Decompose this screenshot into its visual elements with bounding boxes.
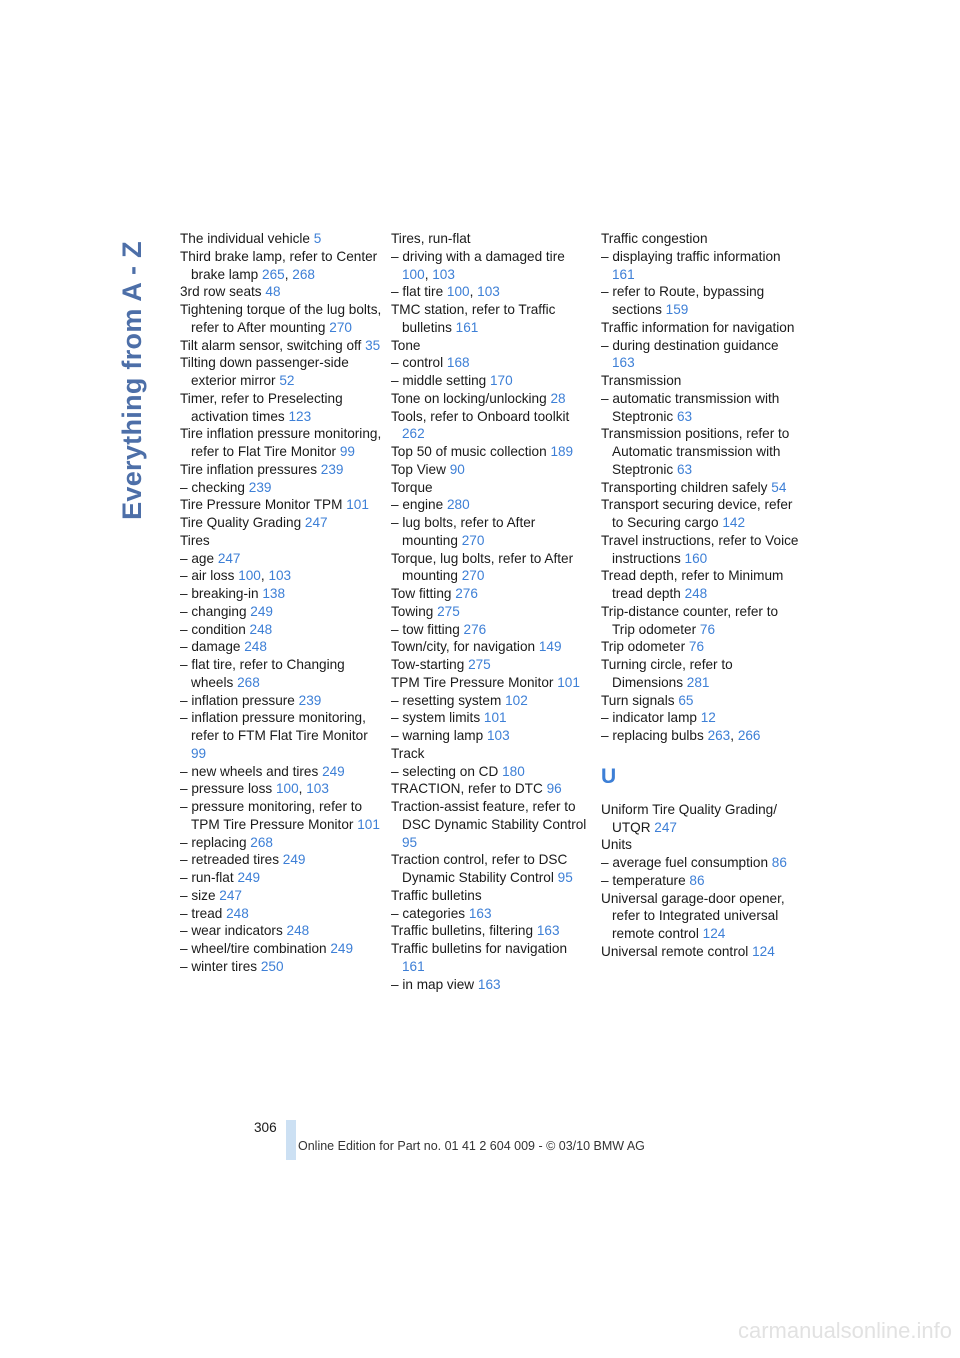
index-entry-term: 3rd row seats	[180, 284, 262, 300]
page-reference-link[interactable]: 249	[330, 941, 354, 956]
page-reference-link[interactable]: 103	[306, 781, 329, 797]
footer-accent-bar	[286, 1120, 296, 1160]
index-entry-term: – new wheels and tires	[180, 763, 319, 779]
page-reference-link[interactable]: 52	[279, 373, 295, 388]
index-entry	[601, 943, 803, 961]
index-letter-heading: U	[601, 764, 617, 788]
index-entry-term: – tow fitting	[391, 621, 460, 637]
index-entry	[391, 638, 593, 656]
index-entry	[180, 656, 382, 692]
index-entry	[601, 319, 803, 337]
index-entry-term: Torque, lug bolts, refer to After mounting	[391, 550, 574, 584]
index-entry-term: – wheel/tire combination	[180, 941, 327, 956]
index-entry-term: – average fuel consumption	[601, 855, 769, 870]
index-entry: – air loss 100, 103	[180, 568, 292, 584]
index-entry-term: – pressure monitoring, refer to TPM Tire Pressure Monitor	[180, 799, 363, 832]
index-entry	[391, 674, 593, 692]
index-entry-term: Transmission positions, refer to Automatic transmission with Steptronic	[601, 426, 790, 477]
index-entry	[391, 621, 593, 639]
index-entry	[180, 603, 382, 621]
index-entry-term: – changing	[180, 603, 247, 619]
index-entry	[601, 801, 803, 837]
index-entry	[391, 887, 593, 905]
index-entry	[180, 905, 382, 923]
page-reference-link[interactable]: 95	[557, 870, 573, 885]
page-reference-link[interactable]: 101	[346, 497, 369, 513]
index-entry-term: – control	[391, 355, 444, 371]
index-column-1	[180, 230, 382, 976]
index-entry-term: – engine	[391, 497, 444, 513]
index-entry	[391, 390, 593, 408]
page-reference-link[interactable]: 28	[550, 390, 566, 406]
page-reference-link[interactable]: 101	[557, 674, 580, 690]
index-entry	[601, 248, 803, 284]
index-entry-term: – temperature	[601, 872, 686, 888]
index-entry-term: – warning lamp	[391, 728, 484, 743]
page-reference-link[interactable]: 124	[702, 926, 726, 941]
index-entry-term: – replacing bulbs	[601, 728, 704, 743]
index-entry	[601, 425, 803, 478]
page-reference-link[interactable]: 161	[455, 319, 479, 335]
index-entry	[601, 890, 803, 943]
page-reference-link[interactable]: 149	[538, 639, 562, 655]
index-entry	[391, 709, 593, 727]
index-entry: Third brake lamp, refer to Center brake lamp 265, 268	[180, 248, 378, 282]
index-entry	[180, 922, 382, 940]
index-entry	[180, 798, 382, 834]
index-entry-term: – retreaded tires	[180, 852, 279, 868]
index-entry	[391, 301, 593, 337]
index-entry-term: Traction-assist feature, refer to DSC Dynamic Stability Control	[391, 799, 587, 832]
index-entry-term: Uniform Tire Quality Grading/ UTQR	[601, 801, 778, 835]
index-entry	[601, 372, 803, 390]
index-entry	[180, 301, 382, 337]
index-entry-term: – flat tire, refer to Changing wheels	[180, 657, 345, 690]
index-entry-term: Traffic information for navigation	[601, 319, 795, 335]
index-entry-term: – selecting on CD	[391, 763, 499, 779]
page-reference-link[interactable]: 250	[260, 958, 284, 974]
index-entry-term: – tread	[180, 905, 223, 921]
index-entry-term: Track	[391, 745, 425, 761]
index-entry-term: Tow fitting	[391, 586, 452, 601]
index-entry	[180, 940, 382, 958]
index-entry-term: – refer to Route, bypassing sections	[601, 284, 765, 317]
page-reference-link[interactable]: 180	[502, 763, 525, 779]
index-entry-term: Transport securing device, refer to Securing cargo	[601, 497, 793, 530]
index-entry	[180, 514, 382, 532]
index-entry-term: Tread depth, refer to Minimum tread depth	[601, 568, 784, 601]
index-entry-term: – age	[180, 550, 215, 566]
page-reference-link[interactable]: 163	[536, 923, 560, 939]
index-entry	[601, 337, 803, 373]
index-entry	[601, 390, 803, 426]
index-entry-term: – driving with a damaged tire	[391, 248, 565, 264]
page-reference-link[interactable]: 249	[322, 763, 345, 779]
index-entry	[391, 514, 593, 550]
index-entry-term: – lug bolts, refer to After mounting	[391, 515, 536, 548]
page-reference-link[interactable]: 103	[432, 266, 455, 282]
index-entry-term: Universal remote control	[601, 943, 749, 959]
index-entry	[601, 872, 803, 890]
index-entry-term: – wear indicators	[180, 923, 283, 939]
index-entry-term: – breaking-in	[180, 586, 259, 601]
index-entry	[391, 372, 593, 390]
index-entry	[391, 692, 593, 710]
index-entry	[391, 940, 593, 976]
page-reference-link[interactable]: 76	[688, 639, 705, 655]
page-reference-link[interactable]: 239	[248, 479, 272, 495]
index-entry-term: – middle setting	[391, 373, 487, 388]
index-entry	[391, 976, 593, 994]
index-entry	[601, 854, 803, 872]
index-entry-term: Traffic bulletins	[391, 887, 482, 903]
index-entry-term: Third brake lamp, refer to Center brake lamp	[180, 248, 378, 282]
page-reference-link[interactable]: 100	[402, 266, 425, 282]
index-entry	[391, 337, 593, 355]
page-reference-link[interactable]: 270	[329, 319, 352, 335]
page-reference-link[interactable]: 160	[684, 550, 708, 566]
page-reference-link[interactable]: 100	[446, 284, 470, 300]
index-entry-term: – winter tires	[180, 958, 258, 974]
index-entry	[180, 425, 382, 461]
index-entry-term: Universal garage-door opener, refer to Integrated universal remote control	[601, 890, 785, 941]
page-reference-link[interactable]: 248	[286, 923, 310, 939]
index-entry-term: – in map view	[391, 976, 475, 992]
index-entry	[601, 692, 803, 710]
index-entry-term: – condition	[180, 621, 246, 637]
index-entry	[180, 692, 382, 710]
page-reference-link[interactable]: 159	[665, 302, 689, 317]
index-entry	[391, 922, 593, 940]
index-entry	[391, 550, 593, 586]
page-reference-link[interactable]: 270	[461, 568, 485, 584]
index-entry-term: Tires, run-flat	[391, 231, 471, 246]
index-entry	[180, 461, 382, 479]
page-reference-link[interactable]: 262	[402, 426, 425, 442]
index-entry-term: – categories	[391, 905, 466, 921]
page-reference-link[interactable]: 239	[298, 692, 322, 708]
index-entry	[601, 836, 803, 854]
page-reference-link[interactable]: 101	[357, 816, 380, 832]
page-reference-link[interactable]: 161	[402, 958, 425, 974]
index-entry-term: Turning circle, refer to Dimensions	[601, 657, 733, 690]
index-entry-term: – flat tire	[391, 284, 444, 300]
index-entry-term: Transmission	[601, 373, 682, 388]
index-entry	[391, 763, 593, 781]
index-entry-term: Timer, refer to Preselecting activation times	[180, 390, 343, 424]
index-entry-term: Turn signals	[601, 692, 675, 708]
index-entry	[180, 230, 382, 248]
index-entry-term: – inflation pressure	[180, 692, 295, 708]
index-entry-term: Tone	[391, 337, 421, 353]
page-reference-link[interactable]: 249	[250, 603, 273, 619]
page-reference-link[interactable]: 281	[686, 674, 710, 690]
index-entry-term: Top View	[391, 461, 446, 477]
index-entry-term: – pressure loss	[180, 781, 273, 797]
index-entry-term: – resetting system	[391, 692, 502, 708]
index-entry-term: – indicator lamp	[601, 710, 697, 726]
page-reference-link[interactable]: 163	[477, 976, 501, 992]
index-entry-term: Tilt alarm sensor, switching off	[180, 337, 362, 353]
index-entry-term: Tires	[180, 532, 210, 548]
index-entry	[180, 958, 382, 976]
index-entry-term: Units	[601, 837, 632, 853]
index-entry-term: Traffic congestion	[601, 231, 708, 246]
page-reference-link[interactable]: 163	[468, 905, 492, 921]
index-entry	[601, 656, 803, 692]
index-entry-term: – air loss	[180, 568, 235, 584]
index-entry-term: Travel instructions, refer to Voice instructions	[601, 532, 799, 566]
index-column-3	[601, 230, 803, 961]
index-entry-term: – inflation pressure monitoring, refer to FTM Flat Tire Monitor	[180, 710, 368, 743]
page-reference-link[interactable]: 280	[446, 497, 470, 513]
index-entry-term: Trip odometer	[601, 639, 686, 655]
page-reference-link[interactable]: 76	[699, 621, 716, 637]
index-entry	[391, 461, 593, 479]
index-entry: – pressure loss 100, 103	[180, 781, 329, 797]
index-entry-term: Traffic bulletins, filtering	[391, 923, 534, 939]
page-reference-link[interactable]: 65	[678, 692, 694, 708]
page-reference-link[interactable]: 103	[268, 568, 292, 584]
page-reference-link[interactable]: 268	[250, 834, 273, 850]
page-reference-link[interactable]: 247	[304, 515, 328, 530]
index-entry-term: Transporting children safely	[601, 479, 768, 495]
index-entry	[601, 230, 803, 248]
page-reference-link[interactable]: 142	[722, 515, 746, 530]
index-entry-term: TRACTION, refer to DTC	[391, 781, 543, 797]
page-reference-link[interactable]: 276	[455, 586, 478, 601]
index-entry-term: Tire inflation pressure monitoring, refer to Flat Tire Monitor	[180, 426, 382, 459]
index-entry-term: – checking	[180, 479, 245, 495]
index-entry	[391, 727, 593, 745]
index-entry	[391, 656, 593, 674]
page-reference-link[interactable]: 103	[477, 284, 500, 300]
index-entry	[391, 905, 593, 923]
index-entry	[180, 709, 382, 762]
page-reference-link[interactable]: 268	[292, 266, 315, 282]
index-entry-term: Torque	[391, 479, 433, 495]
page-reference-link[interactable]: 266	[737, 728, 761, 743]
index-entry-term: Top 50 of music collection	[391, 444, 547, 459]
section-title-text: Everything from A - Z	[116, 240, 147, 520]
index-entry	[180, 532, 382, 550]
page-reference-link[interactable]: 275	[437, 603, 460, 619]
page-reference-link[interactable]: 276	[463, 621, 487, 637]
page-reference-link[interactable]: 86	[771, 855, 787, 870]
index-entry	[601, 567, 803, 603]
page-reference-link[interactable]: 161	[612, 266, 635, 282]
index-entry	[180, 763, 382, 781]
index-entry-term: TMC station, refer to Traffic bulletins	[391, 302, 556, 335]
page-reference-link[interactable]: 248	[249, 621, 273, 637]
index-entry-term: The individual vehicle	[180, 231, 310, 246]
index-entry-term: – damage	[180, 639, 241, 655]
index-entry	[180, 283, 382, 301]
index-entry	[391, 780, 593, 798]
index-entry-term: – size	[180, 887, 216, 903]
index-entry-term: – system limits	[391, 710, 481, 726]
index-entry-term: Traffic bulletins for navigation	[391, 941, 568, 956]
page-reference-link[interactable]: 263	[707, 728, 731, 743]
page-reference-link[interactable]: 54	[771, 479, 787, 495]
index-entry	[180, 638, 382, 656]
index-entry	[391, 479, 593, 497]
page-reference-link[interactable]: 99	[339, 444, 355, 459]
index-entry	[391, 585, 593, 603]
page-reference-link[interactable]: 168	[446, 355, 470, 371]
page-reference-link[interactable]: 123	[288, 408, 312, 424]
page-reference-link[interactable]: 239	[320, 461, 344, 477]
index-entry-term: Tightening torque of the lug bolts, refer to After mounting	[180, 302, 382, 335]
index-entry	[601, 709, 803, 727]
index-entry	[601, 479, 803, 497]
index-entry	[180, 887, 382, 905]
index-entry	[180, 337, 382, 355]
page-reference-link[interactable]: 138	[262, 586, 286, 601]
page-reference-link[interactable]: 275	[468, 657, 491, 672]
index-column-2	[391, 230, 593, 993]
index-entry: – replacing bulbs 263, 266	[601, 728, 761, 743]
index-entry-term: Tilting down passenger-side exterior mirror	[180, 355, 349, 388]
page-reference-link[interactable]: 48	[265, 284, 281, 300]
index-entry	[180, 869, 382, 887]
index-entry-term: Traction control, refer to DSC Dynamic Stability Control	[391, 852, 568, 885]
page-reference-link[interactable]: 102	[505, 692, 528, 708]
page-reference-link[interactable]: 247	[217, 550, 241, 566]
index-entry	[601, 496, 803, 532]
index-entry	[180, 354, 382, 390]
page-reference-link[interactable]: 249	[237, 870, 261, 885]
page-reference-link[interactable]: 103	[486, 728, 510, 743]
index-entry	[180, 550, 382, 568]
index-entry	[180, 479, 382, 497]
index-entry	[180, 585, 382, 603]
page-reference-link[interactable]: 63	[677, 408, 693, 424]
page-reference-link[interactable]: 249	[282, 852, 306, 868]
index-entry	[391, 603, 593, 621]
page-number: 306	[254, 1120, 277, 1135]
page-reference-link[interactable]: 5	[313, 231, 322, 246]
index-entry	[180, 834, 382, 852]
index-entry	[391, 443, 593, 461]
page-reference-link[interactable]: 124	[752, 943, 775, 959]
index-entry: – flat tire 100, 103	[391, 284, 500, 300]
index-entry-term: Tow-starting	[391, 657, 465, 672]
index-entry-term: – during destination guidance	[601, 337, 779, 353]
page-reference-link[interactable]: 248	[244, 639, 267, 655]
index-entry	[391, 354, 593, 372]
page-reference-link[interactable]: 247	[219, 887, 242, 903]
index-entry-term: Tire Quality Grading	[180, 515, 302, 530]
index-entry-term: Trip-distance counter, refer to Trip odometer	[601, 603, 779, 637]
page-reference-link[interactable]: 265	[262, 266, 285, 282]
page-reference-link[interactable]: 35	[365, 337, 381, 353]
page-reference-link[interactable]: 63	[677, 461, 693, 477]
index-entry-term: – automatic transmission with Steptronic	[601, 390, 780, 424]
page-reference-link[interactable]: 96	[546, 781, 562, 797]
page-reference-link[interactable]: 90	[449, 461, 465, 477]
index-entry-term: – displaying traffic information	[601, 248, 781, 264]
page-reference-link[interactable]: 268	[237, 674, 260, 690]
page-reference-link[interactable]: 170	[490, 373, 513, 388]
page-reference-link[interactable]: 163	[612, 355, 635, 371]
index-entry	[391, 798, 593, 851]
page-reference-link[interactable]: 100	[238, 568, 261, 584]
index-entry-term: TPM Tire Pressure Monitor	[391, 674, 554, 690]
index-entry	[180, 621, 382, 639]
index-entry-term: – run-flat	[180, 870, 234, 885]
index-entry-term: Town/city, for navigation	[391, 639, 536, 655]
index-entry: – driving with a damaged tire 100, 103	[391, 248, 565, 282]
index-entry	[391, 851, 593, 887]
index-entry	[601, 603, 803, 639]
index-entry	[180, 390, 382, 426]
index-entry	[601, 283, 803, 319]
page-reference-link[interactable]: 101	[483, 710, 507, 726]
index-entry	[391, 230, 593, 248]
index-entry-term: Towing	[391, 603, 434, 619]
index-entry	[601, 532, 803, 568]
page-reference-link[interactable]: 86	[689, 872, 705, 888]
index-entry-term: Tone on locking/unlocking	[391, 390, 547, 406]
page-reference-link[interactable]: 12	[700, 710, 716, 726]
index-entry	[180, 496, 382, 514]
page-reference-link[interactable]: 248	[226, 905, 249, 921]
index-entry-term: – replacing	[180, 834, 247, 850]
page-reference-link[interactable]: 248	[684, 586, 708, 601]
index-entry-term: Tire Pressure Monitor TPM	[180, 497, 343, 513]
watermark: carmanualsonline.info	[737, 1318, 952, 1343]
index-entry	[391, 745, 593, 763]
index-entry	[391, 496, 593, 514]
page-reference-link[interactable]: 270	[461, 532, 485, 548]
page-reference-link[interactable]: 95	[402, 834, 418, 850]
section-side-title	[112, 230, 152, 530]
index-entry	[391, 408, 593, 444]
page-reference-link[interactable]: 247	[654, 819, 677, 835]
index-entry-term: Tools, refer to Onboard toolkit	[391, 408, 570, 424]
index-entry	[180, 851, 382, 869]
index-entry-term: Tire inflation pressures	[180, 461, 317, 477]
page-reference-link[interactable]: 100	[275, 781, 299, 797]
index-entry	[601, 638, 803, 656]
page-reference-link[interactable]: 189	[550, 444, 574, 459]
footer-edition-note: Online Edition for Part no. 01 41 2 604 009 - © 03/10 BMW AG	[298, 1139, 645, 1153]
page-reference-link[interactable]: 99	[191, 745, 207, 761]
